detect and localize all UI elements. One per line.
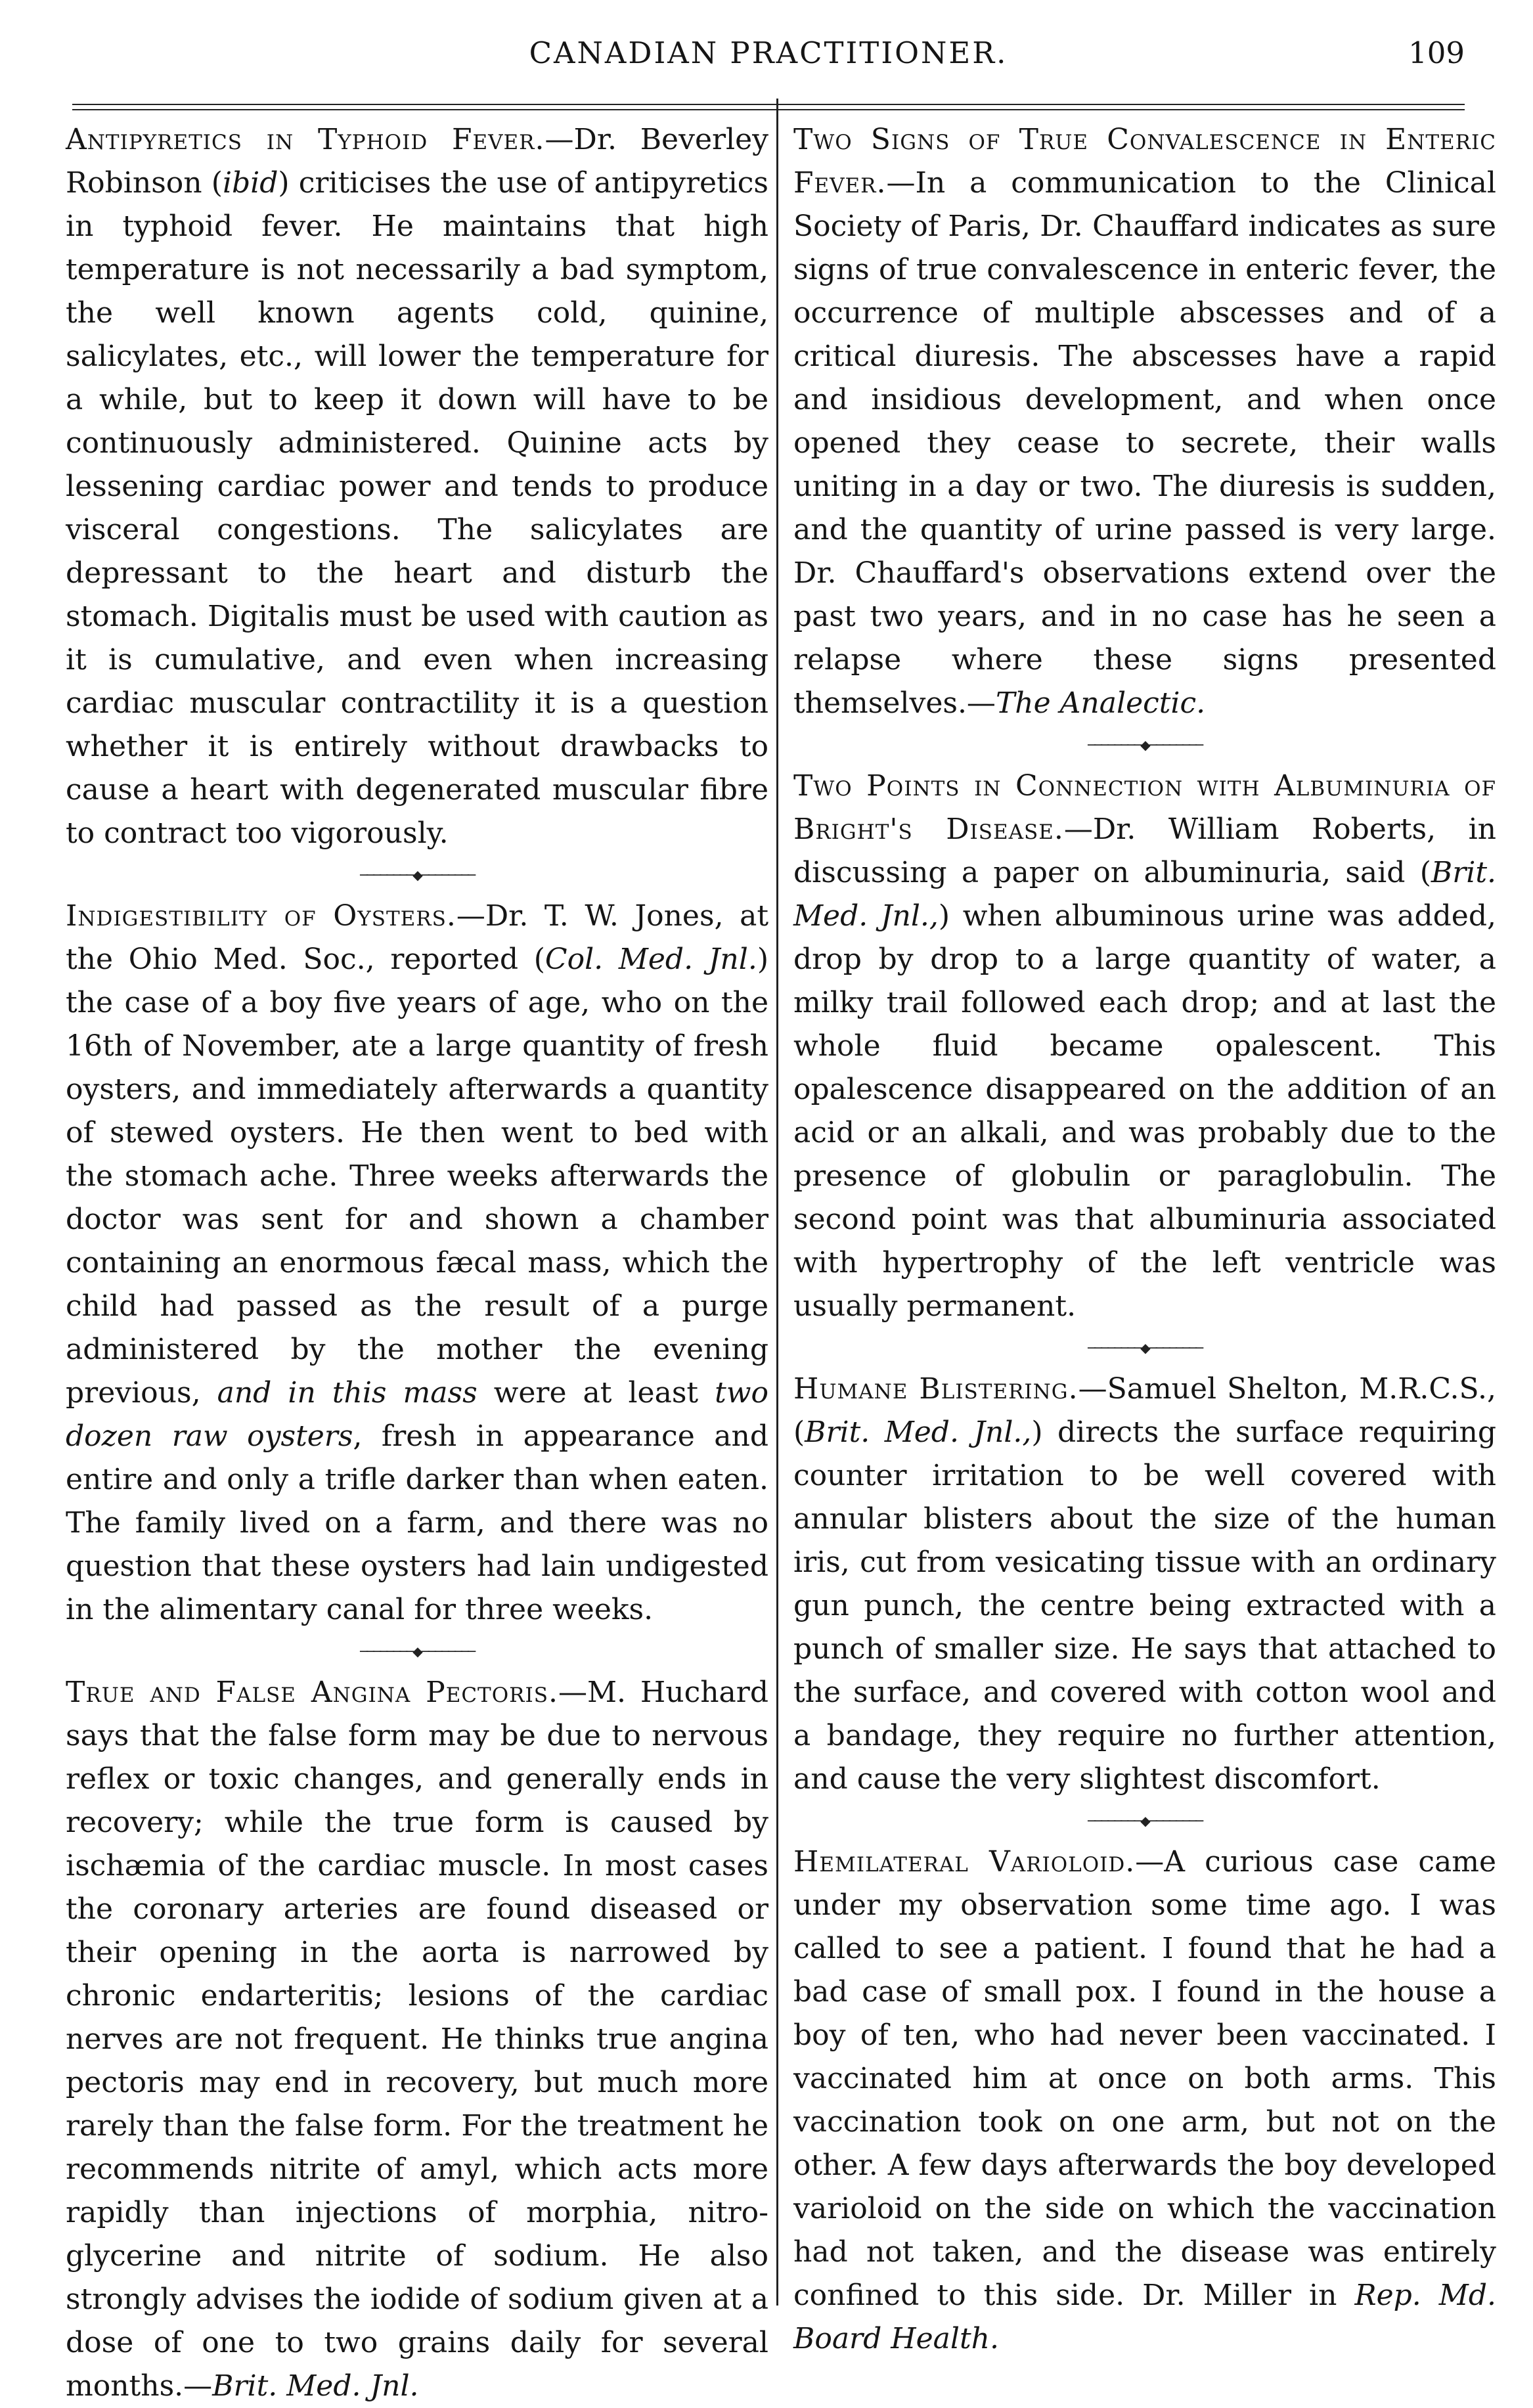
article-convalescence (793, 118, 1496, 725)
article-angina (66, 1671, 768, 2408)
article-lead: —In a communication to the Clinical Society of Paris, Dr. Chauffard indicates as sure signs of true convalescence in enteric fever, the occurrence of multiple abscesses and of a critical diuresis. The abscesses have a rapid and insidious development, and when once opened they cease to secrete, their walls uniting in a day or two. The diuresis is sudden, and the quantity of urine passed is very large. Dr. Chauffard's observations extend over the past two years, and in no case has he seen a relapse where these signs presented themselves.— (793, 166, 1496, 720)
article-oysters (66, 895, 768, 1632)
article-citation: Rep. Md. Board Health. (793, 2279, 1497, 2355)
article-heading: Humane Blistering. (793, 1372, 1078, 1406)
section-separator: ────────◆──────── (1087, 737, 1203, 753)
article-body: ) criticises the use of antipyretics in typhoid fever. He maintains that high temperature is not necessarily a bad symptom, the well known agents cold, quinine, salicylates, etc., will lower the temperature for a while, but to keep it down will have to be continuously administered. Quinine acts by lessening cardiac power and tends to produce visceral congestions. The salicylates are depressant to the heart and disturb the stomach. Digitalis must be used with caution as it is cumulative, and even when increasing cardiac muscular contractility it is a question whether it is entirely without drawbacks to cause a heart with degenerated muscular fibre to contract too vigorously. (66, 166, 768, 850)
article-lead: —Samuel Shelton, M.R.C.S., ( (793, 1372, 1496, 1449)
section-separator: ────────◆──────── (1087, 1340, 1203, 1356)
article-emphasis: two dozen raw oysters (66, 1376, 768, 1453)
article-antipyretics (66, 118, 768, 855)
article-heading: Hemilateral Varioloid. (793, 1845, 1136, 1879)
article-lead: —Dr. Beverley Robinson ( (66, 123, 768, 200)
article-body: ) when albuminous urine was added, drop by drop to a large quantity of water, a milky trail followed each drop; and at last the whole fluid became opalescent. This opalescence disappeared on the addition of an acid or an alkali, and was probably due to the presence of globulin or paraglobulin. The second point was that albuminuria associated with hypertrophy of the left ventricle was usually permanent. (793, 899, 1496, 1323)
article-citation: Col. Med. Jnl. (544, 943, 757, 976)
article-blistering (793, 1368, 1496, 1801)
article-body: ) directs the surface requiring counter irritation to be well covered with annular blisters about the size of the human iris, cut from vesicating tissue with an ordinary gun punch, the centre being extracted with a punch of smaller size. He says that attached to the surface, and covered with cotton wool and a bandage, they require no further attention, and cause the very slightest discomfort. (793, 1416, 1496, 1796)
article-varioloid (793, 1840, 1496, 2361)
article-heading: Two Points in Connection with Albuminuria of Bright's Disease. (793, 769, 1496, 846)
running-head: CANADIAN PRACTITIONER. (529, 35, 1008, 70)
article-heading: Two Signs of True Convalescence in Enteric Fever. (793, 123, 1496, 200)
article-body: , fresh in appearance and entire and only a trifle darker than when eaten. The family lived on a farm, and there was no question that these oysters had lain undigested in the alimentary canal for three weeks. (66, 1419, 768, 1626)
article-emphasis: and in this mass (217, 1376, 478, 1410)
article-lead: —Dr. T. W. Jones, at the Ohio Med. Soc., reported ( (66, 899, 768, 976)
section-separator: ────────◆──────── (1087, 1813, 1203, 1829)
article-citation: ibid (222, 166, 278, 200)
header-rule (72, 104, 1465, 105)
article-lead: —M. Huchard says that the false form may be due to nervous reflex or toxic changes, and generally ends in recovery; while the true form is caused by ischæmia of the cardiac muscle. In most cases the coronary arteries are found diseased or their opening in the aorta is narrowed by chronic endarteritis; lesions of the cardiac nerves are not frequent. He thinks true angina pectoris may end in recovery, but much more rarely than the false form. For the treatment he recommends nitrite of amyl, which acts more rapidly than injections of morphia, nitro-glycerine and nitrite of sodium. He also strongly advises the iodide of sodium given at a dose of one to two grains daily for several months.— (66, 1676, 768, 2403)
section-separator: ────────◆──────── (359, 867, 475, 883)
page-header (72, 32, 1465, 91)
article-lead: —Dr. William Roberts, in discussing a paper on albuminuria, said ( (793, 813, 1497, 889)
article-citation: Brit. Med. Jnl., (805, 1416, 1032, 1449)
article-body: were at least (477, 1376, 715, 1410)
article-body: ) the case of a boy five years of age, who on the 16th of November, ate a large quantity of fresh oysters, and immediately afterwards a quantity of stewed oysters. He then went to bed with the stomach ache. Three weeks afterwards the doctor was sent for and shown a chamber containing an enormous fæcal mass, which the child had passed as the result of a purge administered by the mother the evening previous, (66, 943, 768, 1410)
column-divider (776, 99, 778, 2306)
page-number: 109 (1408, 35, 1465, 70)
article-heading: True and False Angina Pectoris. (66, 1676, 558, 1709)
article-citation: Brit. Med. Jnl., (793, 856, 1496, 933)
article-lead: —A curious case came under my observation some time ago. I was called to see a patient. I found that he had a bad case of small pox. I found in the house a boy of ten, who had never been vaccinated. I vaccinated him at once on both arms. This vaccination took on one arm, but not on the other. A few days afterwards the boy developed varioloid on the side on which the vaccination had not taken, and the disease was entirely confined to this side. Dr. Miller in (793, 1845, 1497, 2312)
article-albuminuria (793, 765, 1496, 1328)
section-separator: ────────◆──────── (359, 1643, 475, 1659)
article-heading: Indigestibility of Oysters. (66, 899, 456, 933)
article-heading: Antipyretics in Typhoid Fever. (66, 123, 545, 156)
left-column (66, 118, 768, 2408)
right-column (793, 118, 1496, 2361)
header-rule (72, 109, 1465, 110)
article-citation: Brit. Med. Jnl. (212, 2369, 419, 2403)
article-citation: The Analectic. (995, 686, 1206, 720)
